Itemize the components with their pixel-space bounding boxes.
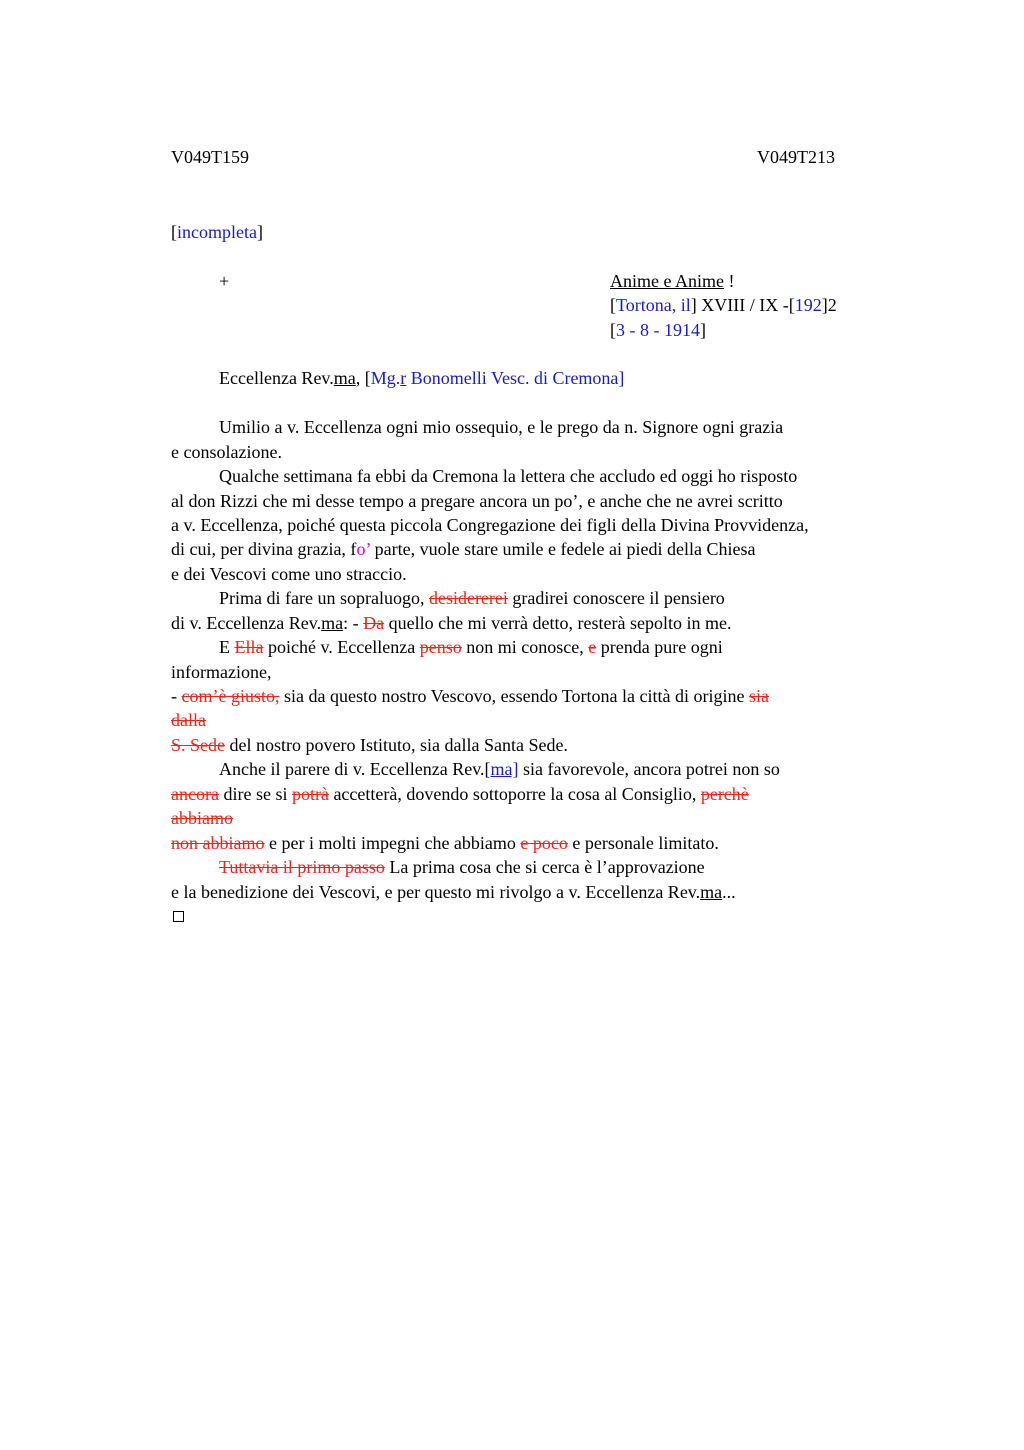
cross-mark: + [219, 271, 230, 291]
body-line [171, 806, 233, 830]
body-line: Tuttavia il primo passo La prima cosa che si cerca è l’approvazione [219, 857, 705, 877]
body-line: e dei Vescovi come uno straccio. [171, 564, 407, 584]
body-line: di cui, per divina grazia, fo’ parte, vuole stare umile e fedele ai piedi della Chiesa [171, 539, 756, 559]
body-line: S. Sede del nostro povero Istituto, sia dalla Santa Sede. [171, 735, 568, 755]
deleted-text: non abbiamo [171, 833, 265, 853]
deleted-text: ancora [171, 784, 219, 804]
deleted-text: Ella [234, 637, 264, 657]
deleted-text: Tuttavia il primo passo [219, 857, 385, 877]
left-code: V049T159 [171, 147, 249, 167]
body-line: informazione, [171, 662, 272, 682]
body-line: Prima di fare un sopraluogo, desidererei gradirei conoscere il pensiero [219, 588, 725, 608]
deleted-text: sia [748, 686, 769, 706]
deleted-text: com’è giusto, [181, 686, 280, 706]
status-note: [incompleta] [171, 222, 263, 242]
body-line: al don Rizzi che mi desse tempo a pregare ancora un po’, e anche che ne avrei scritto [171, 491, 783, 511]
end-square-icon [173, 904, 184, 928]
body-line [171, 708, 206, 732]
salutation: Eccellenza Rev.ma, [Mg.r Bonomelli Vesc. di Cremona] [219, 368, 625, 388]
deleted-text: dalla [171, 710, 206, 730]
motto: Anime e Anime ! [610, 271, 735, 291]
deleted-text: potrà [291, 784, 329, 804]
body-line: Umilio a v. Eccellenza ogni mio ossequio, e le prego da n. Signore ogni grazia [219, 417, 784, 437]
body-line: e consolazione. [171, 442, 282, 462]
body-line: - com’è giusto, sia da questo nostro Vescovo, essendo Tortona la città di origine sia [171, 686, 769, 706]
deleted-text: abbiamo [171, 808, 233, 828]
body-line: non abbiamo e per i molti impegni che abbiamo e poco e personale limitato. [171, 833, 719, 853]
right-code: V049T213 [757, 147, 835, 167]
date-line-1: [Tortona, il] XVIII / IX -[192]2 [610, 295, 837, 315]
body-line: a v. Eccellenza, poiché questa piccola Congregazione dei figli della Divina Provvidenza, [171, 515, 809, 535]
body-line: E Ella poiché v. Eccellenza penso non mi conosce, e prenda pure ogni [219, 637, 723, 657]
deleted-text: S. Sede [171, 735, 225, 755]
date-line-2: [3 - 8 - 1914] [610, 320, 706, 340]
deleted-text: penso [419, 637, 462, 657]
body-line: ancora dire se si potrà accetterà, dovendo sottoporre la cosa al Consiglio, perchè [171, 784, 749, 804]
status-word: incompleta [177, 222, 257, 242]
body-line: Anche il parere di v. Eccellenza Rev.[ma] sia favorevole, ancora potrei non so [219, 759, 780, 779]
body-line: di v. Eccellenza Rev.ma: - Da quello che mi verrà detto, resterà sepolto in me. [171, 613, 732, 633]
deleted-text: Da [363, 613, 385, 633]
deleted-text: perchè [700, 784, 749, 804]
deleted-text: e poco [520, 833, 568, 853]
body-line: e la benedizione dei Vescovi, e per questo mi rivolgo a v. Eccellenza Rev.ma... [171, 882, 736, 902]
deleted-text: e [588, 637, 597, 657]
deleted-text: desidererei [428, 588, 508, 608]
body-line: Qualche settimana fa ebbi da Cremona la lettera che accludo ed oggi ho risposto [219, 466, 798, 486]
